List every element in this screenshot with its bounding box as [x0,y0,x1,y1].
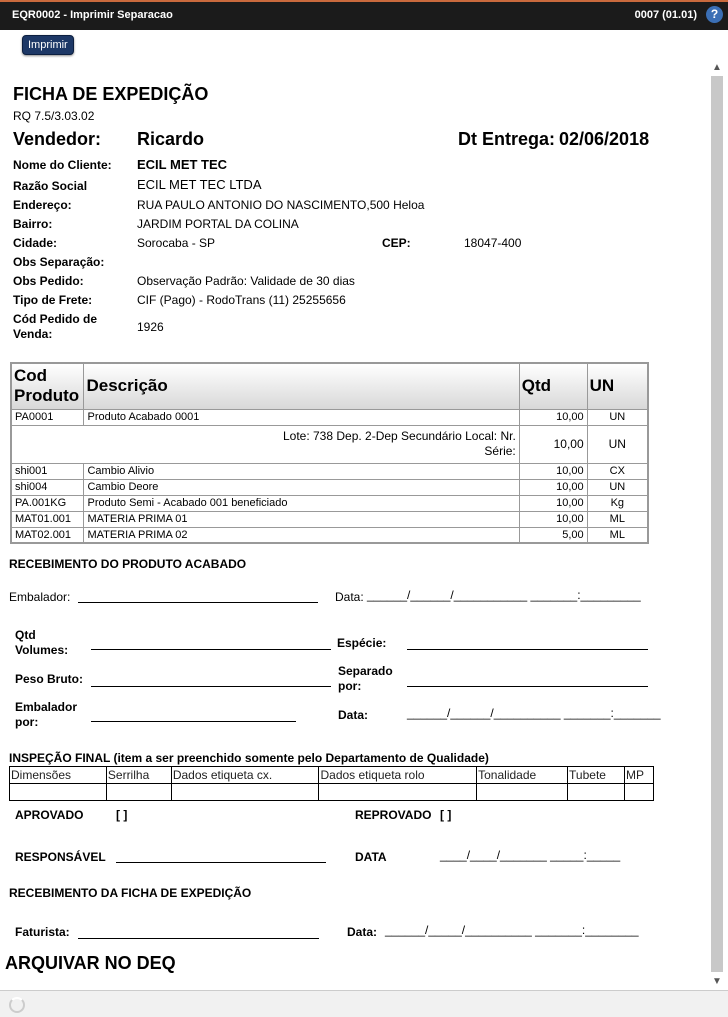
col-un: UN [587,363,648,409]
aprovado-box: [ ] [116,808,128,822]
inspecao-header: Dimensões Serrilha Dados etiqueta cx. Dados etiqueta rolo Tonalidade Tubete MP [10,767,654,784]
title-bar [0,0,728,30]
arquivar-label: ARQUIVAR NO DEQ [5,953,176,973]
table-row: shi004 Cambio Deore 10,00 UN [11,479,648,495]
loading-spinner-icon [9,997,25,1013]
frete-label: Tipo de Frete: [13,293,93,307]
vendedor-value: Ricardo [137,129,205,149]
status-bar [0,990,728,1017]
embalador-label: Embalador: [9,590,71,604]
entrega-label: Dt Entrega: [458,129,556,149]
insp-data-label: DATA [355,850,387,864]
scroll-up-icon[interactable]: ▲ [712,62,722,73]
cidade-label: Cidade: [13,236,58,250]
table-header [11,363,648,409]
version-label: 0007 (01.01) [634,9,697,21]
embalador-line [78,591,318,603]
data-line: ______/______/___________ _______:_________ [367,588,641,602]
page-title: FICHA DE EXPEDIÇÃO [13,84,209,104]
reprovado-box: [ ] [440,808,452,822]
print-button[interactable]: Imprimir [22,35,74,55]
help-icon[interactable]: ? [706,6,723,23]
pedido-label-2: Venda: [13,327,53,341]
cep-label: CEP: [382,236,411,250]
table-row: shi001 Cambio Alivio 10,00 CX [11,463,648,479]
razao-label: Razão Social [13,179,88,193]
table-row: MAT02.001 MATERIA PRIMA 02 5,00 ML [11,527,648,543]
qtd-line [91,638,331,650]
reprovado-label: REPROVADO [355,808,432,822]
table-row: MAT01.001 MATERIA PRIMA 01 10,00 ML [11,511,648,527]
scroll-down-icon[interactable]: ▼ [712,976,722,987]
entrega-value: 02/06/2018 [559,129,650,149]
data2-line: ______/______/__________ _______:_______ [407,706,661,720]
bairro-value: JARDIM PORTAL DA COLINA [137,217,299,231]
col-desc: Descrição [84,363,519,409]
emb-line [91,710,296,722]
vendedor-label: Vendedor: [13,129,102,149]
faturista-label: Faturista: [15,925,70,939]
sep-line [407,675,648,687]
frete-value: CIF (Pago) - RodoTrans (11) 25255656 [137,293,346,307]
sep-label-1: Separado [338,664,393,678]
scroll-thumb[interactable] [711,76,723,972]
pedido-value: 1926 [137,320,164,334]
responsavel-line [116,851,326,863]
receb-ficha-title: RECEBIMENTO DA FICHA DE EXPEDIÇÃO [9,886,252,900]
cliente-value: ECIL MET TEC [137,157,228,172]
col-cod: Cod Produto [11,363,84,409]
cep-value: 18047-400 [464,236,522,250]
vertical-scrollbar[interactable] [707,58,727,990]
inspecao-empty-row [10,784,654,801]
emb-label-1: Embalador [15,700,78,714]
ficha-data-label: Data: [347,925,378,939]
inspecao-title: INSPEÇÃO FINAL (item a ser preenchido somente pelo Departamento de Qualidade) [9,751,489,765]
peso-label: Peso Bruto: [15,672,84,686]
obs-sep-label: Obs Separação: [13,255,105,269]
obs-ped-value: Observação Padrão: Validade de 30 dias [137,274,355,288]
bairro-label: Bairro: [13,217,53,231]
sep-label-2: por: [338,679,362,693]
inspecao-table [9,766,654,801]
table-row: PA.001KG Produto Semi - Acabado 001 beneficiado 10,00 Kg [11,495,648,511]
ficha-data-line: ______/_____/__________ _______:________ [385,923,639,937]
qtd-label-2: Volumes: [15,643,69,657]
items-table [10,362,649,544]
col-qtd: Qtd [519,363,587,409]
report-document [0,58,707,990]
cidade-value: Sorocaba - SP [137,236,216,250]
peso-line [91,675,331,687]
emb-label-2: por: [15,715,39,729]
lote-row: Lote: 738 Dep. 2-Dep Secundário Local: Nr. Série: 10,00 UN [11,425,648,463]
insp-data-line: ____/____/_______ _____:_____ [440,848,621,862]
especie-line [407,638,648,650]
doc-code: RQ 7.5/3.03.02 [13,109,95,123]
faturista-line [78,927,319,939]
endereco-value: RUA PAULO ANTONIO DO NASCIMENTO,500 Heloa [137,198,425,212]
obs-ped-label: Obs Pedido: [13,274,84,288]
razao-value: ECIL MET TEC LTDA [137,177,262,192]
cliente-label: Nome do Cliente: [13,158,112,172]
table-row: PA0001 Produto Acabado 0001 10,00 UN [11,409,648,425]
window-title: EQR0002 - Imprimir Separacao [12,9,173,21]
responsavel-label: RESPONSÁVEL [15,850,106,864]
endereco-label: Endereço: [13,198,72,212]
receb-title: RECEBIMENTO DO PRODUTO ACABADO [9,557,247,571]
aprovado-label: APROVADO [15,808,84,822]
qtd-label-1: Qtd [15,628,36,642]
pedido-label-1: Cód Pedido de [13,312,97,326]
data-label: Data: [335,590,364,604]
especie-label: Espécie: [337,636,387,650]
data2-label: Data: [338,708,369,722]
